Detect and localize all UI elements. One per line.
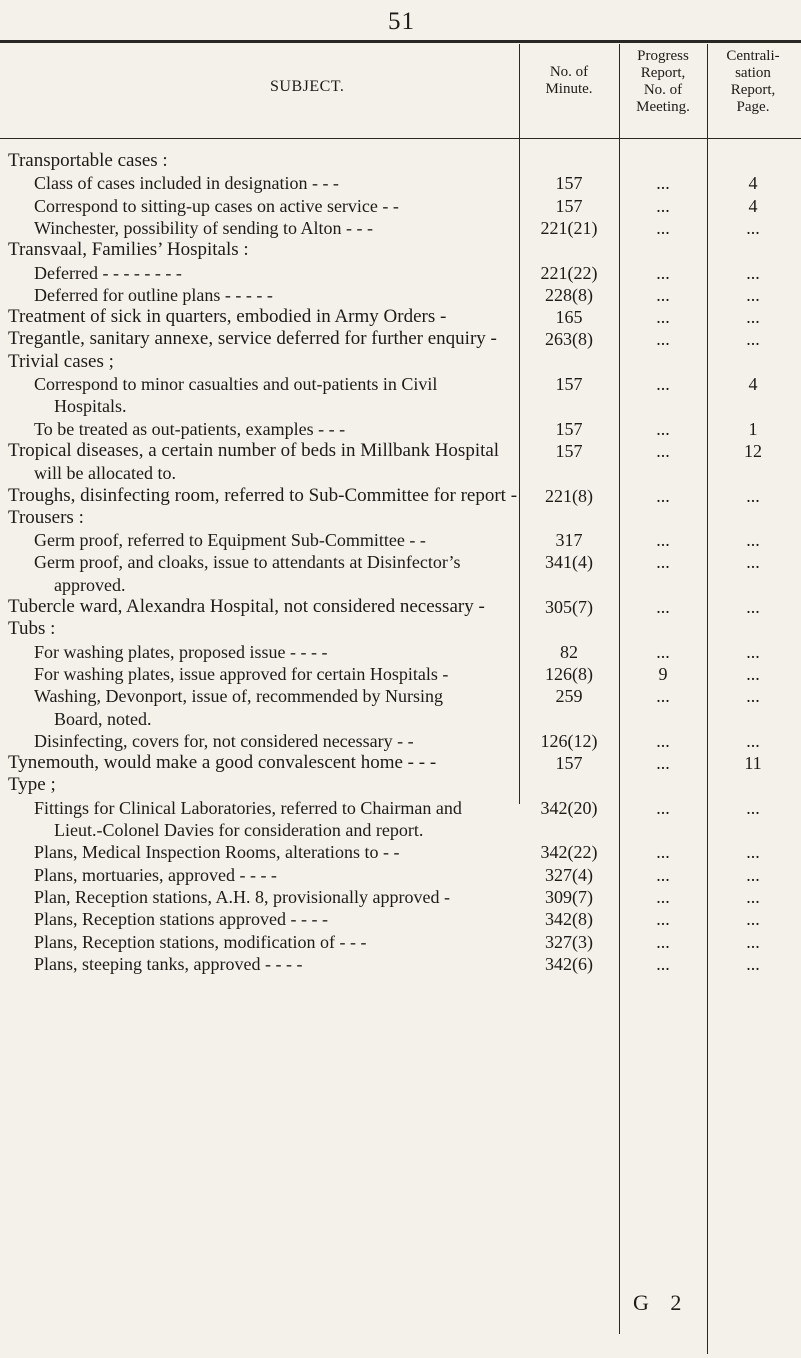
subject-cell: Plans, Reception stations approved - - - - (34, 909, 328, 930)
minute-cell: 317 (555, 530, 583, 551)
table-row (0, 195, 801, 217)
table-row (0, 262, 801, 284)
progress-cell: ... (656, 686, 670, 707)
subject-cell: Tregantle, sanitary annexe, service deferred for further enquiry - (8, 328, 497, 350)
progress-cell: ... (656, 864, 670, 885)
progress-cell: ... (656, 485, 670, 506)
page-cell: 1 (748, 418, 758, 439)
table-row (0, 931, 801, 953)
subject-cell: Plans, steeping tanks, approved - - - - (34, 953, 303, 974)
subject-cell: Germ proof, and cloaks, issue to attendants at Disinfector’s (34, 552, 461, 573)
page-cell: ... (746, 552, 760, 573)
minute-cell: 327(4) (545, 864, 593, 885)
progress-cell: ... (656, 440, 670, 461)
table-row (0, 306, 801, 328)
subject-cell: Tubercle ward, Alexandra Hospital, not considered necessary - (8, 596, 485, 617)
minute-cell: 221(8) (545, 485, 593, 506)
page-cell: ... (746, 597, 760, 617)
subject-cell: Tropical diseases, a certain number of beds in Millbank Hospital (8, 439, 500, 461)
page-number: 51 (388, 8, 415, 35)
page-cell: ... (746, 217, 760, 238)
top-rule (0, 40, 801, 43)
progress-cell: ... (656, 530, 670, 551)
progress-cell: ... (656, 597, 670, 617)
subject-cell: Type ; (8, 774, 56, 796)
minute-cell: 157 (555, 418, 583, 439)
progress-cell: ... (656, 730, 670, 751)
table-row (0, 172, 801, 194)
minute-cell: 82 (560, 641, 578, 662)
table-row (0, 618, 801, 640)
table-row (0, 395, 801, 417)
table-row (0, 284, 801, 306)
subject-cell: Board, noted. (54, 708, 152, 729)
subject-cell: Hospitals. (54, 396, 127, 417)
minute-cell: 228(8) (545, 284, 593, 305)
minute-cell: 221(21) (540, 217, 598, 238)
minute-cell: 305(7) (545, 597, 593, 617)
minute-cell: 342(20) (540, 797, 598, 818)
subject-cell: Disinfecting, covers for, not considered necessary - - (34, 730, 414, 751)
page-cell: ... (746, 485, 760, 506)
subject-cell: Treatment of sick in quarters, embodied in Army Orders - (8, 306, 447, 328)
page-cell: ... (746, 663, 760, 684)
table-row (0, 841, 801, 863)
subject-cell: Troughs, disinfecting room, referred to Sub-Committee for report - (8, 484, 518, 506)
page-cell: ... (746, 797, 760, 818)
progress-cell: ... (656, 909, 670, 930)
table-row (0, 485, 801, 507)
table-row (0, 886, 801, 908)
subject-cell: Plans, Medical Inspection Rooms, alterations to - - (34, 842, 400, 863)
subject-cell: Deferred for outline plans - - - - - (34, 284, 273, 305)
subject-cell: Correspond to sitting-up cases on active service - - (34, 195, 399, 216)
table-row (0, 752, 801, 774)
subject-cell: To be treated as out-patients, examples - - - (34, 418, 346, 439)
table-row (0, 574, 801, 596)
signature-mark: G 2 (633, 1290, 690, 1315)
subject-cell: Tubs : (8, 618, 56, 640)
minute-cell: 165 (555, 307, 583, 328)
table-row (0, 953, 801, 975)
minute-column-header: No. of Minute. (545, 64, 593, 97)
table-row (0, 462, 801, 484)
subject-cell: Trousers : (8, 506, 84, 528)
minute-cell: 342(6) (545, 953, 593, 974)
progress-cell: ... (656, 953, 670, 974)
minute-cell: 221(22) (540, 262, 598, 283)
page-cell: ... (746, 284, 760, 305)
page-cell: ... (746, 530, 760, 551)
page-cell: ... (746, 864, 760, 885)
progress-cell: 9 (658, 663, 668, 684)
page-cell: 12 (744, 440, 762, 461)
page-cell: ... (746, 686, 760, 707)
minute-cell: 309(7) (545, 886, 593, 907)
page-cell: ... (746, 842, 760, 863)
minute-cell: 259 (555, 686, 583, 707)
table-row (0, 418, 801, 440)
minute-cell: 126(12) (540, 730, 598, 751)
minute-cell: 341(4) (545, 552, 593, 573)
subject-cell: Class of cases included in designation - - - (34, 173, 339, 194)
subject-cell: approved. (54, 574, 126, 595)
subject-cell: Lieut.-Colonel Davies for consideration and report. (54, 820, 424, 840)
table-row (0, 440, 801, 462)
progress-cell: ... (656, 173, 670, 194)
table-row (0, 797, 801, 819)
table-row (0, 864, 801, 886)
minute-cell: 157 (555, 440, 583, 461)
progress-cell: ... (656, 753, 670, 774)
progress-cell: ... (656, 641, 670, 662)
page-cell: 4 (748, 374, 758, 394)
minute-cell: 342(22) (540, 842, 598, 863)
subject-cell: Trivial cases ; (8, 350, 114, 372)
subject-cell: Tynemouth, would make a good convalescent home - - - (8, 752, 437, 774)
progress-cell: ... (656, 195, 670, 216)
page-cell: ... (746, 262, 760, 283)
minute-cell: 157 (555, 753, 583, 774)
subject-cell: Washing, Devonport, issue of, recommended by Nursing (34, 686, 443, 707)
page-cell: ... (746, 886, 760, 907)
table-row (0, 708, 801, 730)
table-row (0, 351, 801, 373)
centralisation-column-header: Centrali- sation Report, Page. (726, 48, 780, 115)
page-cell: 4 (748, 195, 758, 216)
page-cell: ... (746, 307, 760, 328)
subject-cell: For washing plates, proposed issue - - - - (34, 641, 328, 662)
table-row (0, 819, 801, 841)
subject-cell: Transportable cases : (8, 150, 168, 171)
progress-cell: ... (656, 886, 670, 907)
minute-cell: 157 (555, 374, 583, 394)
subject-cell: Deferred - - - - - - - - (34, 262, 182, 283)
minute-cell: 157 (555, 195, 583, 216)
table-row (0, 908, 801, 930)
table-row (0, 551, 801, 573)
progress-cell: ... (656, 931, 670, 952)
page-cell: ... (746, 931, 760, 952)
table-row (0, 217, 801, 239)
minute-cell: 263(8) (545, 329, 593, 350)
progress-cell: ... (656, 418, 670, 439)
minute-cell: 327(3) (545, 931, 593, 952)
progress-cell: ... (656, 262, 670, 283)
subject-cell: Fittings for Clinical Laboratories, referred to Chairman and (34, 797, 462, 818)
table-row (0, 150, 801, 172)
progress-cell: ... (656, 284, 670, 305)
page-cell: ... (746, 953, 760, 974)
subject-cell: Plan, Reception stations, A.H. 8, provisionally approved - (34, 886, 450, 907)
table-row (0, 596, 801, 618)
page-cell: ... (746, 641, 760, 662)
table-row (0, 685, 801, 707)
subject-cell: Transvaal, Families’ Hospitals : (8, 239, 249, 261)
minute-cell: 342(8) (545, 909, 593, 930)
subject-cell: Winchester, possibility of sending to Alton - - - (34, 217, 374, 238)
table-row (0, 239, 801, 261)
progress-cell: ... (656, 842, 670, 863)
table-row (0, 663, 801, 685)
subject-cell: Plans, mortuaries, approved - - - - (34, 864, 277, 885)
subject-cell: For washing plates, issue approved for certain Hospitals - (34, 663, 449, 684)
table-row (0, 328, 801, 350)
minute-cell: 157 (555, 173, 583, 194)
progress-cell: ... (656, 217, 670, 238)
page-cell: ... (746, 730, 760, 751)
table-row (0, 641, 801, 663)
page-cell: 4 (748, 173, 758, 194)
subject-cell: Correspond to minor casualties and out-patients in Civil (34, 374, 438, 394)
minute-cell: 126(8) (545, 663, 593, 684)
progress-cell: ... (656, 329, 670, 350)
progress-cell: ... (656, 374, 670, 394)
page-cell: ... (746, 329, 760, 350)
page-cell: ... (746, 909, 760, 930)
progress-cell: ... (656, 797, 670, 818)
subject-column-header: SUBJECT. (270, 78, 345, 95)
subject-cell: will be allocated to. (34, 463, 176, 484)
progress-cell: ... (656, 307, 670, 328)
subject-cell: Germ proof, referred to Equipment Sub-Committee - - (34, 530, 426, 551)
subject-cell: Plans, Reception stations, modification of - - - (34, 931, 367, 952)
table-row (0, 373, 801, 395)
progress-cell: ... (656, 552, 670, 573)
progress-column-header: Progress Report, No. of Meeting. (636, 48, 690, 115)
page-cell: 11 (744, 753, 762, 774)
table-row (0, 507, 801, 529)
table-row (0, 529, 801, 551)
header-rule (0, 138, 801, 139)
table-row (0, 730, 801, 752)
table-row (0, 774, 801, 796)
